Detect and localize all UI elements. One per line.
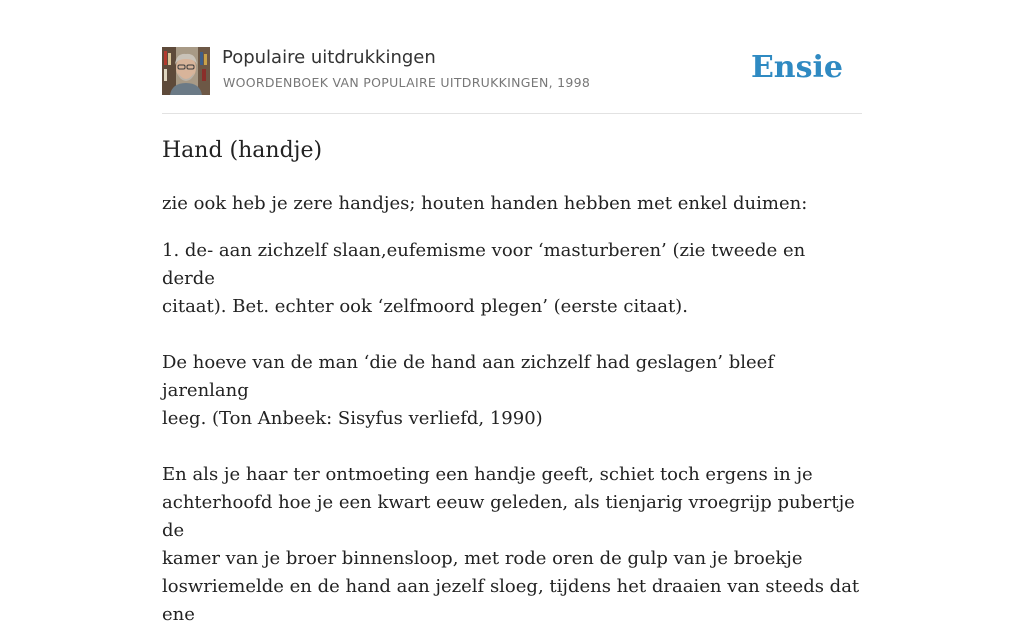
entry-intro: zie ook heb je zere handjes; houten handen hebben met enkel duimen: (162, 193, 808, 214)
quote-line: achterhoofd hoe je een kwart eeuw geleden, als tienjarig vroegrijp pubertje de (162, 492, 855, 541)
quote-line: kamer van je broer binnensloop, met rode oren de gulp van je broekje (162, 548, 803, 569)
definition-line: 1. de- aan zichzelf slaan,eufemisme voor ‘masturberen’ (zie tweede en derde (162, 240, 806, 289)
ensie-logo[interactable]: Ensie (750, 50, 843, 85)
header-divider (162, 113, 862, 114)
quote-line: leeg. (Ton Anbeek: Sisyfus verliefd, 1990) (162, 408, 543, 429)
entry-body (162, 190, 862, 629)
paragraph-spacer (162, 321, 862, 349)
quote-line: En als je haar ter ontmoeting een handje geeft, schiet toch ergens in je (162, 464, 813, 485)
definition-paragraph (162, 237, 862, 321)
source-subtitle: WOORDENBOEK VAN POPULAIRE UITDRUKKINGEN, 1998 (223, 75, 591, 90)
source-title[interactable]: Populaire uitdrukkingen (222, 47, 436, 68)
entry-title: Hand (handje) (162, 138, 323, 163)
paragraph-spacer (162, 433, 862, 461)
definition-line: citaat). Bet. echter ook ‘zelfmoord plegen’ (eerste citaat). (162, 296, 688, 317)
author-portrait-icon (162, 47, 210, 95)
author-avatar[interactable] (162, 47, 210, 95)
quote-paragraph (162, 349, 862, 433)
source-header (162, 46, 862, 96)
quote-line: loswriemelde en de hand aan jezelf sloeg, tijdens het draaien van steeds dat ene (162, 576, 860, 625)
quote-line: De hoeve van de man ‘die de hand aan zichzelf had geslagen’ bleef jarenlang (162, 352, 774, 401)
quote-paragraph (162, 461, 862, 629)
